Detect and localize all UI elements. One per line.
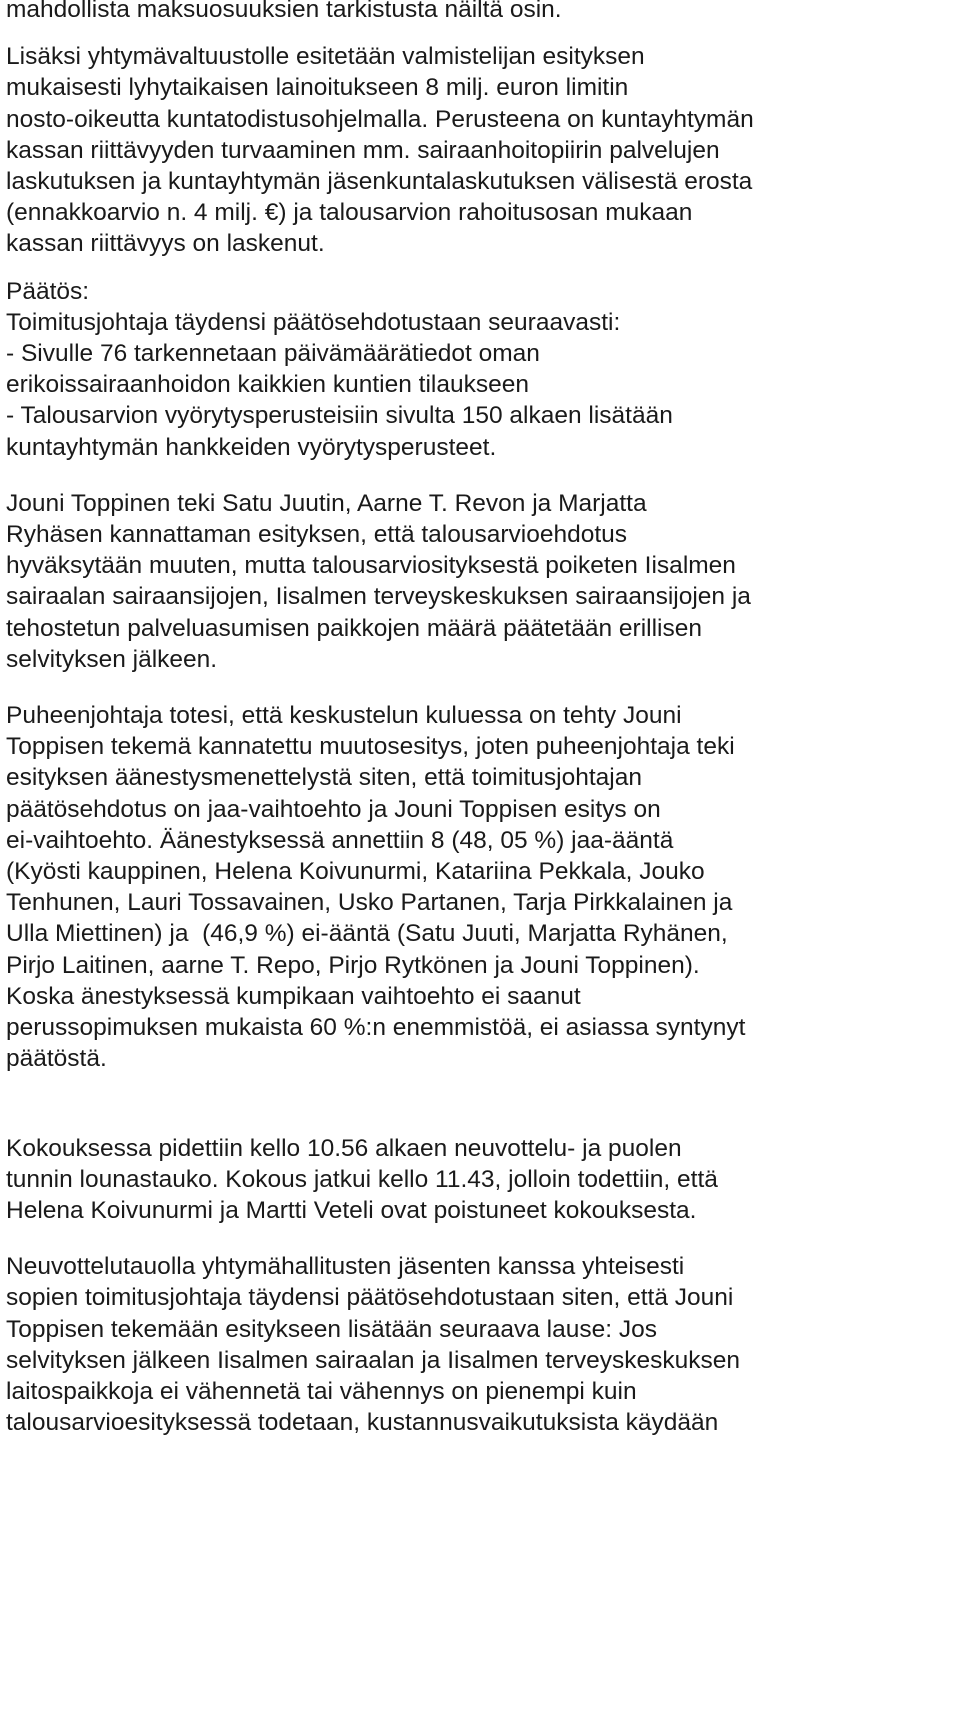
paragraph-decision: [6, 276, 946, 463]
text-line: Toppisen tekemä kannatettu muutosesitys, joten puheenjohtaja teki: [6, 733, 735, 761]
text-line: Puheenjohtaja totesi, että keskustelun kuluessa on tehty Jouni: [6, 702, 682, 730]
decision-heading: Päätös:: [6, 277, 90, 305]
paragraph-gap: [6, 463, 946, 488]
text-line: Koska änestyksessä kumpikaan vaihtoehto ei saanut: [6, 982, 581, 1010]
text-line: kassan riittävyyden turvaaminen mm. sairaanhoitopiirin palvelujen: [6, 136, 720, 164]
text-line: hyväksytään muuten, mutta talousarviosityksestä poiketen Iisalmen: [6, 552, 736, 580]
text-line: Helena Koivunurmi ja Martti Veteli ovat poistuneet kokouksesta.: [6, 1196, 697, 1224]
text-line: laskutuksen ja kuntayhtymän jäsenkuntalaskutuksen välisestä erosta: [6, 168, 753, 196]
paragraph-gap: [6, 260, 946, 276]
paragraph-gap: [6, 25, 946, 41]
text-line: erikoissairaanhoidon kaikkien kuntien tilaukseen: [6, 371, 529, 399]
text-line: Ulla Miettinen) ja (46,9 %) ei-ääntä (Satu Juuti, Marjatta Ryhänen,: [6, 920, 728, 948]
text-line: tehostetun palveluasumisen paikkojen määrä päätetään erillisen: [6, 614, 702, 642]
text-line: Neuvottelutauolla yhtymähallitusten jäsenten kanssa yhteisesti: [6, 1253, 685, 1281]
text-line: nosto-oikeutta kuntatodistusohjelmalla. Perusteena on kuntayhtymän: [6, 105, 754, 133]
paragraph-gap: [6, 675, 946, 700]
text-line: mukaisesti lyhytaikaisen lainoitukseen 8 milj. euron limitin: [6, 74, 629, 102]
text-line: Tenhunen, Lauri Tossavainen, Usko Partanen, Tarja Pirkkalainen ja: [6, 889, 733, 917]
text-line: päätösehdotus on jaa-vaihtoehto ja Jouni Toppisen esitys on: [6, 795, 661, 823]
paragraph-vote: [6, 700, 946, 1074]
text-line: sopien toimitusjohtaja täydensi päätösehdotustaan siten, että Jouni: [6, 1284, 734, 1312]
text-line: laitospaikkoja ei vähennetä tai vähennys on pienempi kuin: [6, 1377, 637, 1405]
paragraph-gap: [6, 1226, 946, 1251]
text-line: - Sivulle 76 tarkennetaan päivämäärätiedot oman: [6, 340, 540, 368]
text-line: Jouni Toppinen teki Satu Juutin, Aarne T. Revon ja Marjatta: [6, 489, 647, 517]
text-line: (Kyösti kauppinen, Helena Koivunurmi, Katariina Pekkala, Jouko: [6, 858, 705, 886]
text-line: selvityksen jälkeen.: [6, 645, 218, 673]
text-line: talousarvioesityksessä todetaan, kustannusvaikutuksista käydään: [6, 1409, 719, 1437]
text-line: Toppisen tekemään esitykseen lisätään seuraava lause: Jos: [6, 1315, 657, 1343]
paragraph-financing: [6, 41, 946, 259]
text-line: ei-vaihtoehto. Äänestyksessä annettiin 8 (48, 05 %) jaa-ääntä: [6, 826, 674, 854]
text-line: Kokouksessa pidettiin kello 10.56 alkaen neuvottelu- ja puolen: [6, 1134, 682, 1162]
paragraph-gap: [6, 1075, 946, 1133]
text-line: mahdollista maksuosuuksien tarkistusta näiltä osin.: [6, 0, 562, 23]
text-line: Lisäksi yhtymävaltuustolle esitetään valmistelijan esityksen: [6, 43, 645, 71]
text-line: selvityksen jälkeen Iisalmen sairaalan ja Iisalmen terveyskeskuksen: [6, 1346, 740, 1374]
text-line: Toimitusjohtaja täydensi päätösehdotustaan seuraavasti:: [6, 308, 621, 336]
text-line: sairaalan sairaansijojen, Iisalmen terveyskeskuksen sairaansijojen ja: [6, 583, 751, 611]
text-line: Ryhäsen kannattaman esityksen, että talousarvioehdotus: [6, 521, 628, 549]
paragraph-negotiation: [6, 1251, 946, 1438]
text-line: päätöstä.: [6, 1045, 107, 1073]
document-page: [6, 0, 946, 1438]
text-line: perussopimuksen mukaista 60 %:n enemmistöä, ei asiassa syntynyt: [6, 1014, 746, 1042]
text-line: Pirjo Laitinen, aarne T. Repo, Pirjo Rytkönen ja Jouni Toppinen).: [6, 951, 700, 979]
text-line: esityksen äänestysmenettelystä siten, että toimitusjohtajan: [6, 764, 642, 792]
text-line: kuntayhtymän hankkeiden vyörytysperusteet.: [6, 433, 497, 461]
text-line: tunnin lounastauko. Kokous jatkui kello 11.43, jolloin todettiin, että: [6, 1165, 718, 1193]
text-line: kassan riittävyys on laskenut.: [6, 230, 325, 258]
paragraph-break: [6, 1133, 946, 1227]
paragraph-intro-continuation: [6, 0, 946, 25]
paragraph-counterproposal: [6, 488, 946, 675]
text-line: - Talousarvion vyörytysperusteisiin sivulta 150 alkaen lisätään: [6, 402, 673, 430]
text-line: (ennakkoarvio n. 4 milj. €) ja talousarvion rahoitusosan mukaan: [6, 199, 693, 227]
